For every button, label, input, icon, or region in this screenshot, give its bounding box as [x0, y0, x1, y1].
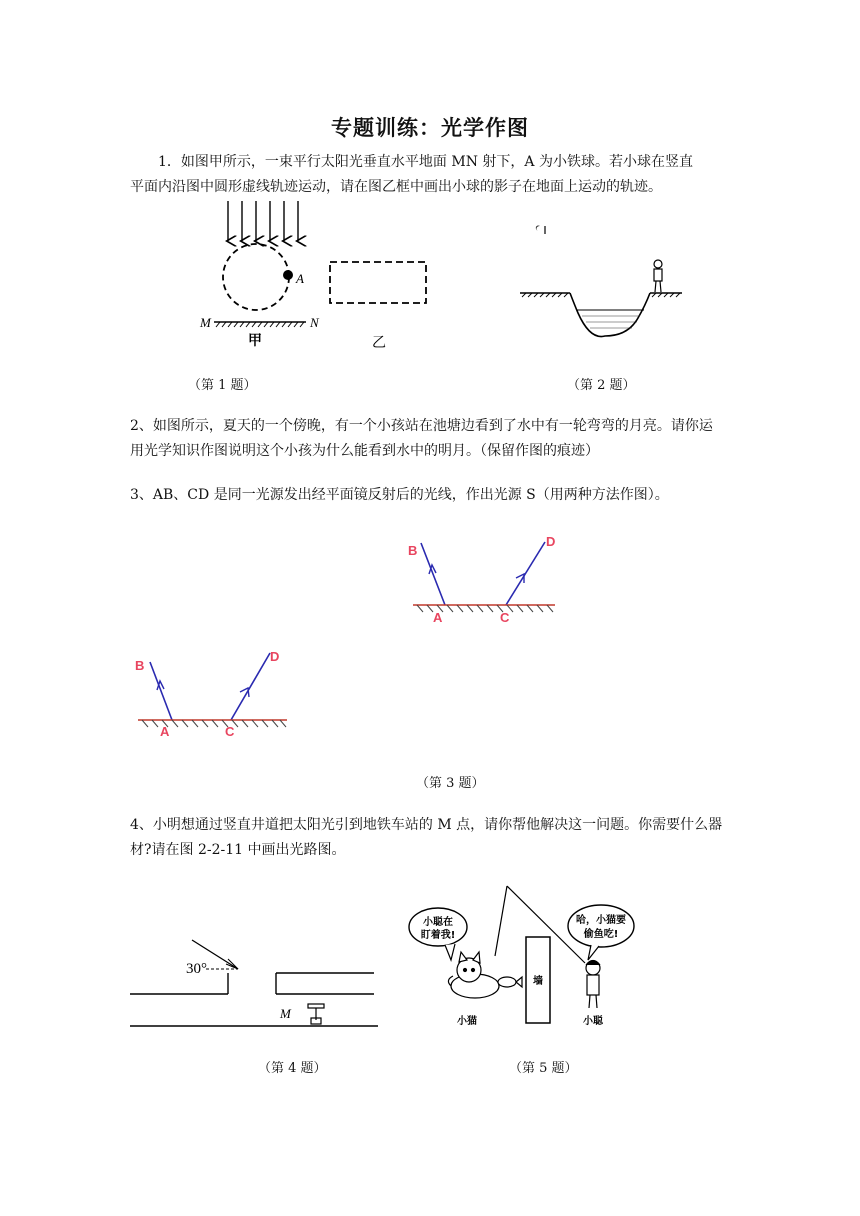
- label-M: M: [280, 1006, 291, 1021]
- ray-CD: [231, 653, 270, 720]
- sunlight-rays: [228, 201, 298, 241]
- angle-30: 30°: [186, 961, 207, 977]
- child-figure: [654, 260, 662, 292]
- q1-text-line1: 1．如图甲所示，一束平行太阳光垂直水平地面 MN 射下，A 为小铁球。若小球在竖直: [158, 154, 693, 170]
- bubble-cat-line1: 小聪在: [423, 917, 453, 928]
- ray-AB: [150, 662, 172, 720]
- label-cat: 小猫: [457, 1016, 477, 1027]
- label-C: C: [225, 724, 235, 739]
- circular-path: [223, 244, 289, 310]
- figure-4: [130, 930, 382, 1030]
- caption-q2: （第 2 题）: [567, 378, 636, 393]
- caption-q3: （第 3 题）: [416, 776, 485, 791]
- figure-3b: [130, 645, 300, 745]
- fish-icon: [498, 977, 522, 987]
- ray-CD: [506, 542, 545, 605]
- figure-2: [510, 218, 690, 348]
- moon-icon: [536, 226, 545, 234]
- figure-5: [405, 882, 655, 1032]
- label-D: D: [270, 649, 280, 664]
- q1-text-line2: 平面内沿图中圆形虚线轨迹运动，请在图乙框中画出小球的影子在地面上运动的轨迹。: [130, 179, 662, 195]
- label-A: A: [160, 724, 170, 739]
- label-boy: 小聪: [583, 1016, 603, 1027]
- box-yi: [330, 262, 426, 303]
- boy-icon: [586, 961, 600, 1009]
- target-stand: [308, 1004, 324, 1024]
- bubble-boy-line1: 哈，小猫要: [576, 915, 626, 926]
- label-A: A: [296, 271, 304, 286]
- label-jia: 甲: [248, 333, 262, 349]
- q2-text-line1: 2、如图所示，夏天的一个傍晚，有一个小孩站在池塘边看到了水中有一轮弯弯的月亮。请你运: [130, 418, 713, 434]
- speech-bubble-boy: [568, 905, 634, 947]
- cat-icon: [448, 952, 499, 998]
- q4-text-line1: 4、小明想通过竖直井道把太阳光引到地铁车站的 M 点，请你帮他解决这一问题。你需要什么器: [130, 817, 723, 833]
- caption-q1: （第 1 题）: [188, 378, 257, 393]
- ray-AB: [421, 543, 445, 605]
- q3-text: 3、AB、CD 是同一光源发出经平面镜反射后的光线，作出光源 S（用两种方法作图）。: [130, 487, 669, 503]
- figure-1: [190, 195, 450, 355]
- label-N: N: [310, 315, 319, 330]
- wall-label: 墙: [533, 976, 543, 987]
- label-B: B: [135, 658, 145, 673]
- label-B: B: [408, 543, 418, 558]
- label-yi: 乙: [372, 335, 386, 351]
- label-A: A: [433, 610, 443, 625]
- iron-ball: [283, 270, 293, 280]
- caption-q4: （第 4 题）: [258, 1061, 327, 1076]
- bubble-cat-line2: 盯着我!: [420, 930, 456, 941]
- q4-text-line2: 材?请在图 2-2-11 中画出光路图。: [130, 842, 346, 858]
- label-C: C: [500, 610, 510, 625]
- figure-3a: [405, 530, 585, 630]
- label-D: D: [546, 534, 556, 549]
- bubble-boy-line2: 偷鱼吃!: [583, 929, 619, 940]
- label-M: M: [200, 315, 211, 330]
- q2-text-line2: 用光学知识作图说明这个小孩为什么能看到水中的明月。（保留作图的痕迹）: [130, 443, 599, 459]
- page-title: 专题训练：光学作图: [331, 116, 529, 140]
- caption-q5: （第 5 题）: [509, 1061, 578, 1076]
